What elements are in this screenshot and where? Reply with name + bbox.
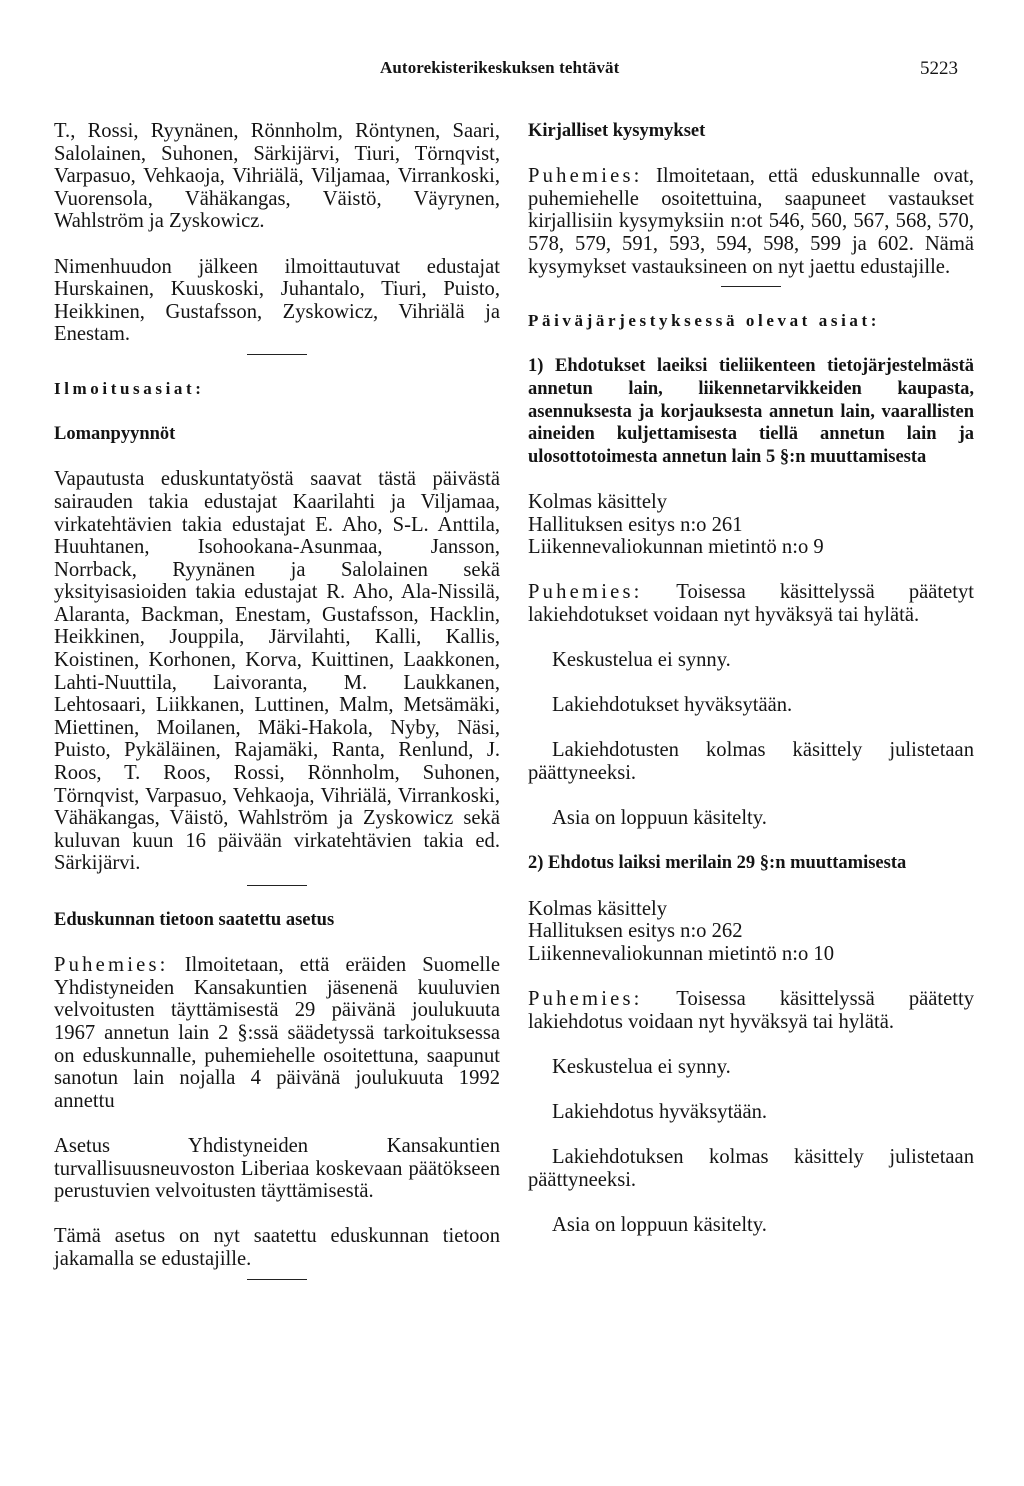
agenda-item-2-concluded: Lakiehdotuksen kolmas käsittely julistetaan päättyneeksi. xyxy=(528,1146,974,1191)
decree-announcement-paragraph xyxy=(54,954,500,1112)
leave-requests-heading: Lomanpyynnöt xyxy=(54,424,176,445)
agenda-item-2-no-discussion: Keskustelua ei synny. xyxy=(552,1055,731,1078)
agenda-item-2-proposal: Hallituksen esitys n:o 262 xyxy=(528,920,743,943)
speaker-label: Puhemies: xyxy=(528,987,643,1010)
agenda-item-1-title: 1) Ehdotukset laeiksi tieliikenteen tietojärjestelmästä annetun lain, liikennetarvikkeiden kaupasta, asennuksesta ja korjauksesta annetun lain, vaarallisten aineiden kuljettamisesta tiellä annetun lain ja ulosottotoimesta annetun lain 5 §:n muuttamisesta xyxy=(528,356,974,467)
written-questions-paragraph xyxy=(528,165,974,278)
agenda-item-2-speech-text: Toisessa käsittelyssä päätetty lakiehdotus voidaan nyt hyväksyä tai hylätä. xyxy=(528,987,975,1033)
running-header-title: Autorekisterikeskuksen tehtävät xyxy=(380,58,620,77)
agenda-item-1-proposal: Hallituksen esitys n:o 261 xyxy=(528,513,743,536)
speaker-label: Puhemies: xyxy=(54,954,169,977)
agenda-item-1-stage: Kolmas käsittely xyxy=(528,490,667,513)
page-number: 5223 xyxy=(920,58,958,79)
agenda-heading: Päiväjärjestyksessä olevat asiat: xyxy=(528,311,881,331)
agenda-item-2-title: 2) Ehdotus laiksi merilain 29 §:n muuttamisesta xyxy=(528,853,907,874)
left-column xyxy=(54,120,500,1288)
section-divider xyxy=(247,354,307,355)
speaker-label: Puhemies: xyxy=(528,581,643,604)
agenda-item-2-speech xyxy=(528,988,974,1033)
decree-distribution-paragraph: Tämä asetus on nyt saatettu eduskunnan tietoon jakamalla se edustajille. xyxy=(54,1225,500,1270)
agenda-item-2-stage: Kolmas käsittely xyxy=(528,897,667,920)
decree-heading: Eduskunnan tietoon saatettu asetus xyxy=(54,910,335,930)
agenda-item-2-done: Asia on loppuun käsitelty. xyxy=(552,1213,767,1236)
agenda-item-1-approved: Lakiehdotukset hyväksytään. xyxy=(552,694,793,717)
agenda-item-2-approved: Lakiehdotus hyväksytään. xyxy=(552,1100,768,1123)
section-divider xyxy=(247,1279,307,1280)
agenda-item-2-committee: Liikennevaliokunnan mietintö n:o 10 xyxy=(528,942,834,965)
decree-announcement-text: Ilmoitetaan, että eräiden Suomelle Yhdistyneiden Kansakuntien jäsenenä kuuluvien velvoitusten täyttämisestä 29 päivänä joulukuuta 1967 annetun lain 2 §:ssä säädetyssä tarkoituksessa on eduskunnalle, puhemiehelle osoitettuna, saapunut sanotun lain nojalla 4 päivänä joulukuuta 1992 annettu xyxy=(54,954,500,1112)
agenda-item-1-speech-text: Toisessa käsittelyssä päätetyt lakiehdotukset voidaan nyt hyväksyä tai hylätä. xyxy=(528,581,975,626)
leave-requests-paragraph: Vapautusta eduskuntatyöstä saavat tästä päivästä sairauden takia edustajat Kaarilahti ja Viljamaa, virkatehtävien takia edustajat E. Aho, S-L. Anttila, Huuhtanen, Isohookana-Asunmaa, Jansson, Norrback, Ryynänen ja Salolainen sekä yksityisasioiden takia edustajat R. Aho, Ala-Nissilä, Alaranta, Backman, Enestam, Gustafsson, Hacklin, Heikkinen, Jouppila, Järvilahti, Kalli, Kallis, Koistinen, Korhonen, Korva, Kuittinen, Laakkonen, Lahti-Nuuttila, Laivoranta, M. Laukkanen, Lehtosaari, Liikkanen, Luttinen, Malm, Metsämäki, Miettinen, Moilanen, Mäki-Hakola, Nyby, Näsi, Puisto, Pykäläinen, Rajamäki, Ranta, Renlund, J. Roos, T. Roos, Rossi, Rönnholm, Suhonen, Törnqvist, Varpasuo, Vehkaoja, Vihriälä, Virrankoski, Vähäkangas, Väistö, Wahlström ja Zyskowicz sekä kuluvan kuun 16 päivään virkatehtävien takia ed. Särkijärvi. xyxy=(54,468,500,875)
section-divider xyxy=(721,286,781,287)
written-questions-text: Ilmoitetaan, että eduskunnalle ovat, puhemiehelle osoitettuina, saapuneet vastaukset kirjallisiin kysymyksiin n:ot 546, 560, 567, 568, 570, 578, 579, 591, 593, 594, 598, 599 ja 602. Nämä kysymykset vastauksineen on nyt jaettu edustajille. xyxy=(528,165,974,278)
attendance-list-paragraph: T., Rossi, Ryynänen, Rönnholm, Röntynen, Saari, Salolainen, Suhonen, Särkijärvi, Tiuri, Törnqvist, Varpasuo, Vehkaoja, Vihriälä, Viljamaa, Virrankoski, Vuorensola, Vähäkangas, Väistö, Väyrynen, Wahlström ja Zyskowicz. xyxy=(54,120,500,233)
agenda-item-1-done: Asia on loppuun käsitelty. xyxy=(552,807,767,830)
agenda-item-1-no-discussion: Keskustelua ei synny. xyxy=(552,649,731,672)
speaker-label: Puhemies: xyxy=(528,165,643,188)
agenda-item-1-concluded: Lakiehdotusten kolmas käsittely julistetaan päättyneeksi. xyxy=(528,739,974,785)
right-column xyxy=(528,120,974,1237)
section-divider xyxy=(247,885,307,886)
decree-title-paragraph: Asetus Yhdistyneiden Kansakuntien turvallisuusneuvoston Liberiaa koskevaan päätökseen perustuvien velvoitusten täyttämisestä. xyxy=(54,1134,500,1203)
written-questions-heading: Kirjalliset kysymykset xyxy=(528,121,706,141)
announcements-heading: Ilmoitusasiat: xyxy=(54,378,205,398)
late-arrivals-paragraph: Nimenhuudon jälkeen ilmoittautuvat edustajat Hurskainen, Kuuskoski, Juhantalo, Tiuri, Puisto, Heikkinen, Gustafsson, Zyskowicz, Vihriälä ja Enestam. xyxy=(54,255,500,346)
agenda-item-1-speech xyxy=(528,581,974,626)
agenda-item-1-committee: Liikennevaliokunnan mietintö n:o 9 xyxy=(528,536,824,559)
